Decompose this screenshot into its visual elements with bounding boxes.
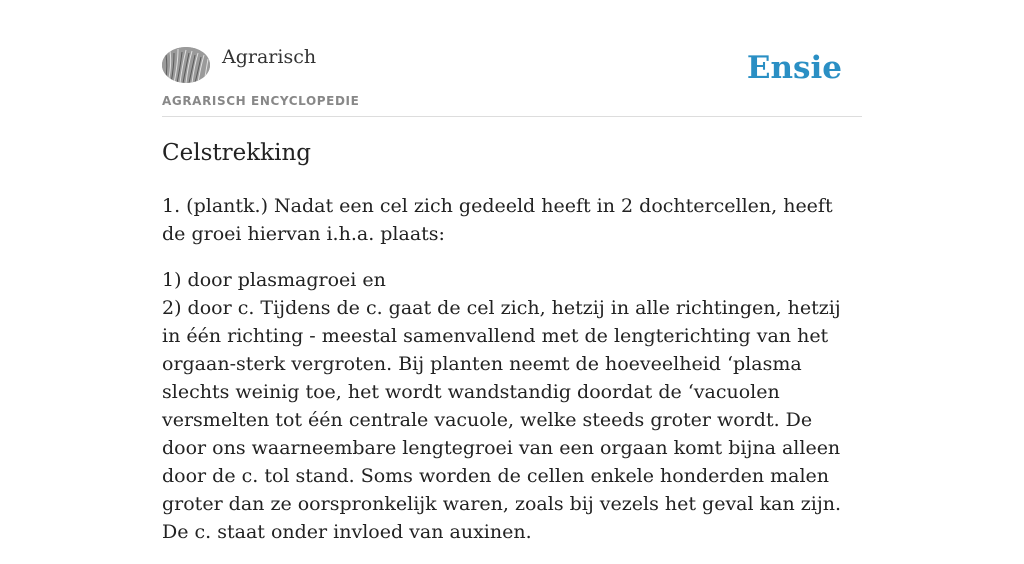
wheat-photo-icon[interactable]: [162, 47, 210, 83]
article-body: [162, 192, 862, 564]
book-subtitle[interactable]: AGRARISCH ENCYCLOPEDIE: [162, 94, 360, 108]
paragraph-intro: 1. (plantk.) Nadat een cel zich gedeeld heeft in 2 dochtercellen, heeft de groei hiervan i.h.a. plaats:: [162, 195, 833, 245]
wheat-photo-icon-graphic: [162, 47, 210, 83]
list-item: 2) door c. Tijdens de c. gaat de cel zich, hetzij in alle richtingen, hetzij in één richting - meestal samenvallend met de lengterichting van het orgaan-sterk vergroten. Bij planten neemt de hoeveelheid ‘plasma slechts weinig toe, het wordt wandstandig doordat de ‘vacuolen versmelten tot één centrale vacuole, welke steeds groter wordt. De door ons waarneembare lengtegroei van een orgaan komt bijna alleen door de c. tol stand. Soms worden de cellen enkele honderden malen groter dan ze oorspronkelijk waren, zoals bij vezels het geval kan zijn. De c. staat onder invloed van auxinen.: [162, 297, 841, 543]
brand-logo-link[interactable]: Ensie: [746, 50, 842, 86]
header: [162, 0, 862, 117]
paragraph-list: [162, 266, 862, 546]
page-container: [162, 0, 862, 543]
list-item: 1) door plasmagroei en: [162, 269, 386, 291]
article-title: Celstrekking: [162, 140, 311, 166]
book-title[interactable]: Agrarisch: [222, 46, 317, 68]
